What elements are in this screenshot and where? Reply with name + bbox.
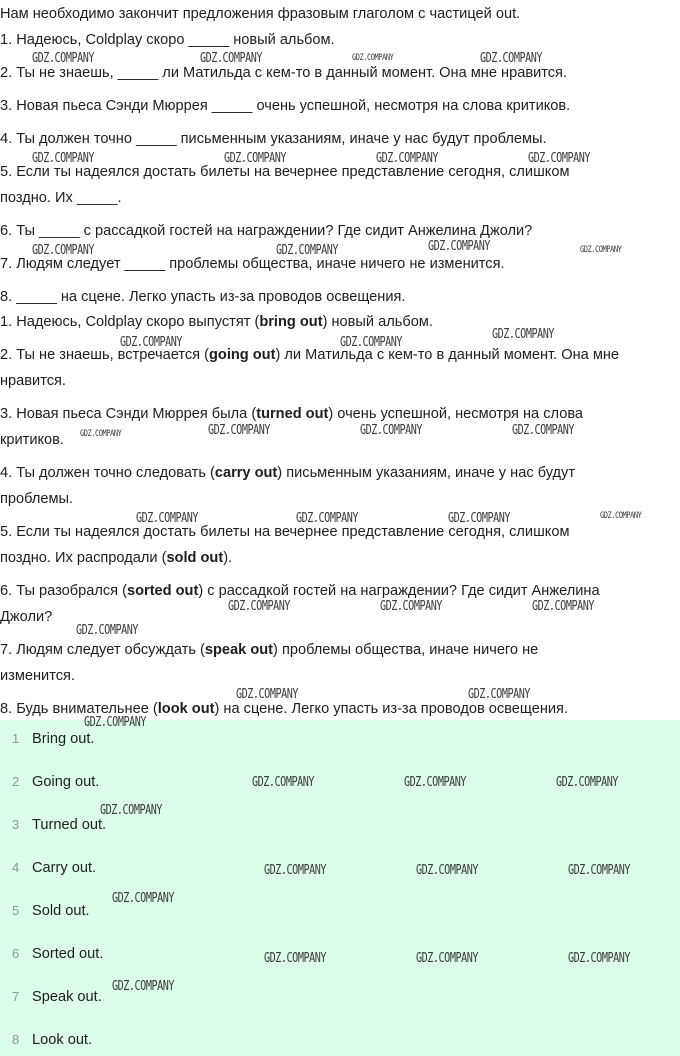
watermark: GDZ.COMPANY xyxy=(404,775,467,790)
watermark: GDZ.COMPANY xyxy=(276,243,339,258)
translation-line: проблемы. xyxy=(0,491,74,507)
answer-number: 4 xyxy=(12,860,20,875)
exercise-line: 1. Надеюсь, Coldplay скоро _____ новый альбом. xyxy=(0,32,335,48)
watermark: GDZ.COMPANY xyxy=(428,239,491,254)
watermark: GDZ.COMPANY xyxy=(112,979,175,994)
watermark: GDZ.COMPANY xyxy=(296,511,359,526)
watermark: GDZ.COMPANY xyxy=(32,243,95,258)
answer-text: Look out. xyxy=(32,1032,93,1048)
watermark: GDZ.COMPANY xyxy=(340,335,403,350)
watermark: GDZ.COMPANY xyxy=(568,951,631,966)
watermark: GDZ.COMPANY xyxy=(416,863,479,878)
watermark: GDZ.COMPANY xyxy=(224,151,287,166)
answer-number: 1 xyxy=(12,731,20,746)
translation-line: 1. Надеюсь, Coldplay скоро выпустят (bring out) новый альбом. xyxy=(0,314,433,330)
answer-number: 5 xyxy=(12,903,20,918)
answers-list xyxy=(0,720,680,1056)
watermark: GDZ.COMPANY xyxy=(480,51,543,66)
answer-text: Carry out. xyxy=(32,860,97,876)
translation-line: 5. Если ты надеялся достать билеты на вечернее представление сегодня, слишком xyxy=(0,524,570,540)
answer-number: 8 xyxy=(12,1032,20,1047)
answer-text: Sorted out. xyxy=(32,946,104,962)
translation-line: поздно. Их распродали (sold out). xyxy=(0,550,233,566)
translation-line: 6. Ты разобрался (sorted out) с рассадкой гостей на награждении? Где сидит Анжелина xyxy=(0,583,600,599)
watermark: GDZ.COMPANY xyxy=(448,511,511,526)
answer-number: 2 xyxy=(12,774,20,789)
answer-number: 3 xyxy=(12,817,20,832)
answer-text: Bring out. xyxy=(32,731,95,747)
exercise-line: 4. Ты должен точно _____ письменным указаниям, иначе у нас будут проблемы. xyxy=(0,131,547,147)
answer-text: Speak out. xyxy=(32,989,102,1005)
watermark: GDZ.COMPANY xyxy=(352,53,394,63)
watermark: GDZ.COMPANY xyxy=(492,327,555,342)
watermark: GDZ.COMPANY xyxy=(32,151,95,166)
watermark: GDZ.COMPANY xyxy=(200,51,263,66)
translation-line: 4. Ты должен точно следовать (carry out) письменным указаниям, иначе у нас будут xyxy=(0,465,576,481)
watermark: GDZ.COMPANY xyxy=(120,335,183,350)
watermark: GDZ.COMPANY xyxy=(528,151,591,166)
answer-text: Turned out. xyxy=(32,817,107,833)
answer-text: Going out. xyxy=(32,774,100,790)
watermark: GDZ.COMPANY xyxy=(416,951,479,966)
translation-line: изменится. xyxy=(0,668,75,684)
translation-line: 3. Новая пьеса Сэнди Мюррея была (turned out) очень успешной, несмотря на слова xyxy=(0,406,584,422)
watermark: GDZ.COMPANY xyxy=(252,775,315,790)
watermark: GDZ.COMPANY xyxy=(468,687,531,702)
watermark: GDZ.COMPANY xyxy=(228,599,291,614)
translation-line: критиков. xyxy=(0,432,64,448)
translation-line: Джоли? xyxy=(0,609,53,625)
answer-number: 7 xyxy=(12,989,20,1004)
watermark: GDZ.COMPANY xyxy=(76,623,139,638)
watermark: GDZ.COMPANY xyxy=(580,245,622,255)
watermark: GDZ.COMPANY xyxy=(512,423,575,438)
watermark: GDZ.COMPANY xyxy=(112,891,175,906)
watermark: GDZ.COMPANY xyxy=(600,511,642,521)
watermark: GDZ.COMPANY xyxy=(236,687,299,702)
watermark: GDZ.COMPANY xyxy=(376,151,439,166)
watermark: GDZ.COMPANY xyxy=(264,863,327,878)
watermark: GDZ.COMPANY xyxy=(80,429,122,439)
translation-line: нравится. xyxy=(0,373,66,389)
translation-line: 8. Будь внимательнее (look out) на сцене. Легко упасть из-за проводов освещения. xyxy=(0,701,568,717)
watermark: GDZ.COMPANY xyxy=(380,599,443,614)
watermark: GDZ.COMPANY xyxy=(360,423,423,438)
watermark: GDZ.COMPANY xyxy=(556,775,619,790)
exercise-line: 6. Ты _____ с рассадкой гостей на награждении? Где сидит Анжелина Джоли? xyxy=(0,223,533,239)
watermark: GDZ.COMPANY xyxy=(100,803,163,818)
intro-text: Нам необходимо закончит предложения фразовым глаголом с частицей out. xyxy=(0,6,521,22)
exercise-line: 7. Людям следует _____ проблемы общества, иначе ничего не изменится. xyxy=(0,256,505,272)
exercise-line: 2. Ты не знаешь, _____ ли Матильда с кем-то в данный момент. Она мне нравится. xyxy=(0,65,567,81)
watermark: GDZ.COMPANY xyxy=(136,511,199,526)
watermark: GDZ.COMPANY xyxy=(568,863,631,878)
answer-text: Sold out. xyxy=(32,903,90,919)
answer-number: 6 xyxy=(12,946,20,961)
exercise-line: поздно. Их _____. xyxy=(0,190,122,206)
watermark: GDZ.COMPANY xyxy=(208,423,271,438)
watermark: GDZ.COMPANY xyxy=(32,51,95,66)
watermark: GDZ.COMPANY xyxy=(84,715,147,730)
watermark: GDZ.COMPANY xyxy=(532,599,595,614)
watermark: GDZ.COMPANY xyxy=(264,951,327,966)
exercise-line: 3. Новая пьеса Сэнди Мюррея _____ очень успешной, несмотря на слова критиков. xyxy=(0,98,571,114)
translation-line: 7. Людям следует обсуждать (speak out) проблемы общества, иначе ничего не xyxy=(0,642,539,658)
translation-line: 2. Ты не знаешь, встречается (going out) ли Матильда с кем-то в данный момент. Она мне xyxy=(0,347,620,363)
exercise-line: 5. Если ты надеялся достать билеты на вечернее представление сегодня, слишком xyxy=(0,164,570,180)
exercise-line: 8. _____ на сцене. Легко упасть из-за проводов освещения. xyxy=(0,289,406,305)
